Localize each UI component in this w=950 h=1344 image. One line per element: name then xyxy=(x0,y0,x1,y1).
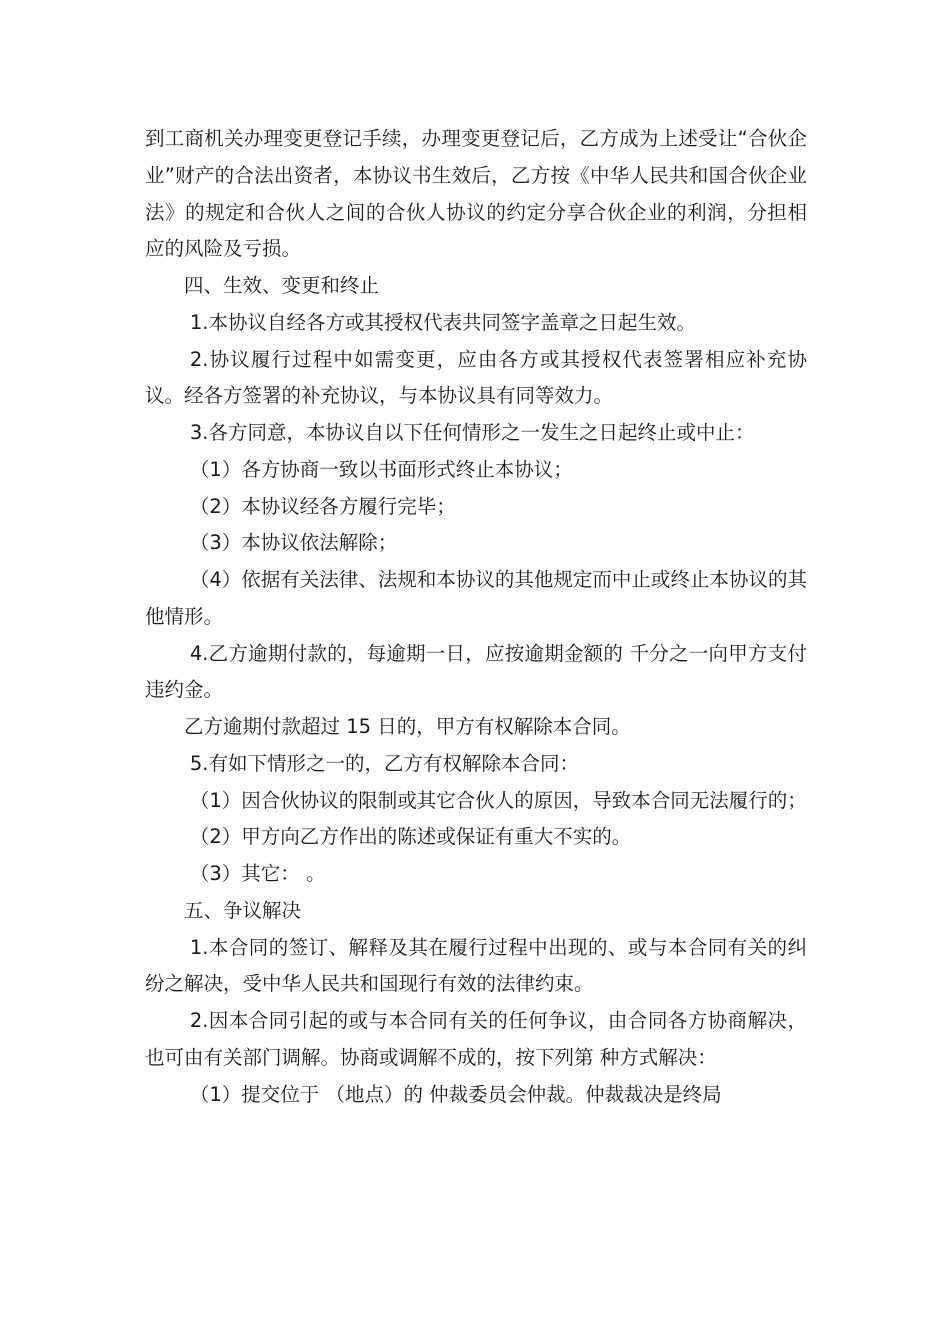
clause-4-5-item-3: （3）其它： 。 xyxy=(189,862,326,885)
clause-4-3-item-1: （1）各方协商一致以书面形式终止本协议； xyxy=(189,457,573,481)
clause-4-3: 3.各方同意，本协议自以下任何情形之一发生之日起终止或中止： xyxy=(189,421,755,444)
clause-4-3-item-4: （4）依据有关法律、法规和本协议的其他规定而中止或终止本协议的其他情形。 xyxy=(145,568,807,628)
clause-4-4: 4.乙方逾期付款的，每逾期一日，应按逾期金额的 千分之一向甲方支付违约金。 xyxy=(145,641,807,702)
clause-5-1: 1.本合同的签订、解释及其在履行过程中出现的、或与本合同有关的纠纷之解决，受中华人民共和国现行有效的法律约束。 xyxy=(145,935,807,996)
clause-5-2: 2.因本合同引起的或与本合同有关的任何争议，由合同各方协商解决，也可由有关部门调解。协商或调解不成的，按下列第 种方式解决： xyxy=(145,1009,807,1069)
clause-4-3-item-3: （3）本协议依法解除； xyxy=(189,531,398,555)
document-body xyxy=(145,121,807,1113)
section-heading-effectiveness: 四、生效、变更和终止 xyxy=(184,274,380,297)
clause-4-5-item-2: （2）甲方向乙方作出的陈述或保证有重大不实的。 xyxy=(189,825,632,849)
clause-4-5: 5.有如下情形之一的，乙方有权解除本合同： xyxy=(189,751,579,775)
clause-4-2: 2.协议履行过程中如需变更，应由各方或其授权代表签署相应补充协议。经各方签署的补充协议，与本协议具有同等效力。 xyxy=(145,347,807,408)
clause-4-4-continuation: 乙方逾期付款超过 15 日的，甲方有权解除本合同。 xyxy=(184,715,631,738)
section-heading-dispute: 五、争议解决 xyxy=(184,898,302,922)
clause-4-1: 1.本协议自经各方或其授权代表共同签字盖章之日起生效。 xyxy=(189,310,696,334)
clause-4-3-item-2: （2）本协议经各方履行完毕； xyxy=(189,494,456,518)
paragraph-continuation: 到工商机关办理变更登记手续，办理变更登记后，乙方成为上述受让“合伙企业”财产的合法出资者，本协议书生效后，乙方按《中华人民共和国合伙企业法》的规定和合伙人之间的合伙人协议的约定分享合伙企业的利润，分担相应的风险及亏损。 xyxy=(145,127,807,261)
clause-5-2-item-1: （1）提交位于 （地点）的 仲裁委员会仲裁。仲裁裁决是终局 xyxy=(189,1082,722,1106)
clause-4-5-item-1: （1）因合伙协议的限制或其它合伙人的原因，导致本合同无法履行的； xyxy=(189,788,807,812)
